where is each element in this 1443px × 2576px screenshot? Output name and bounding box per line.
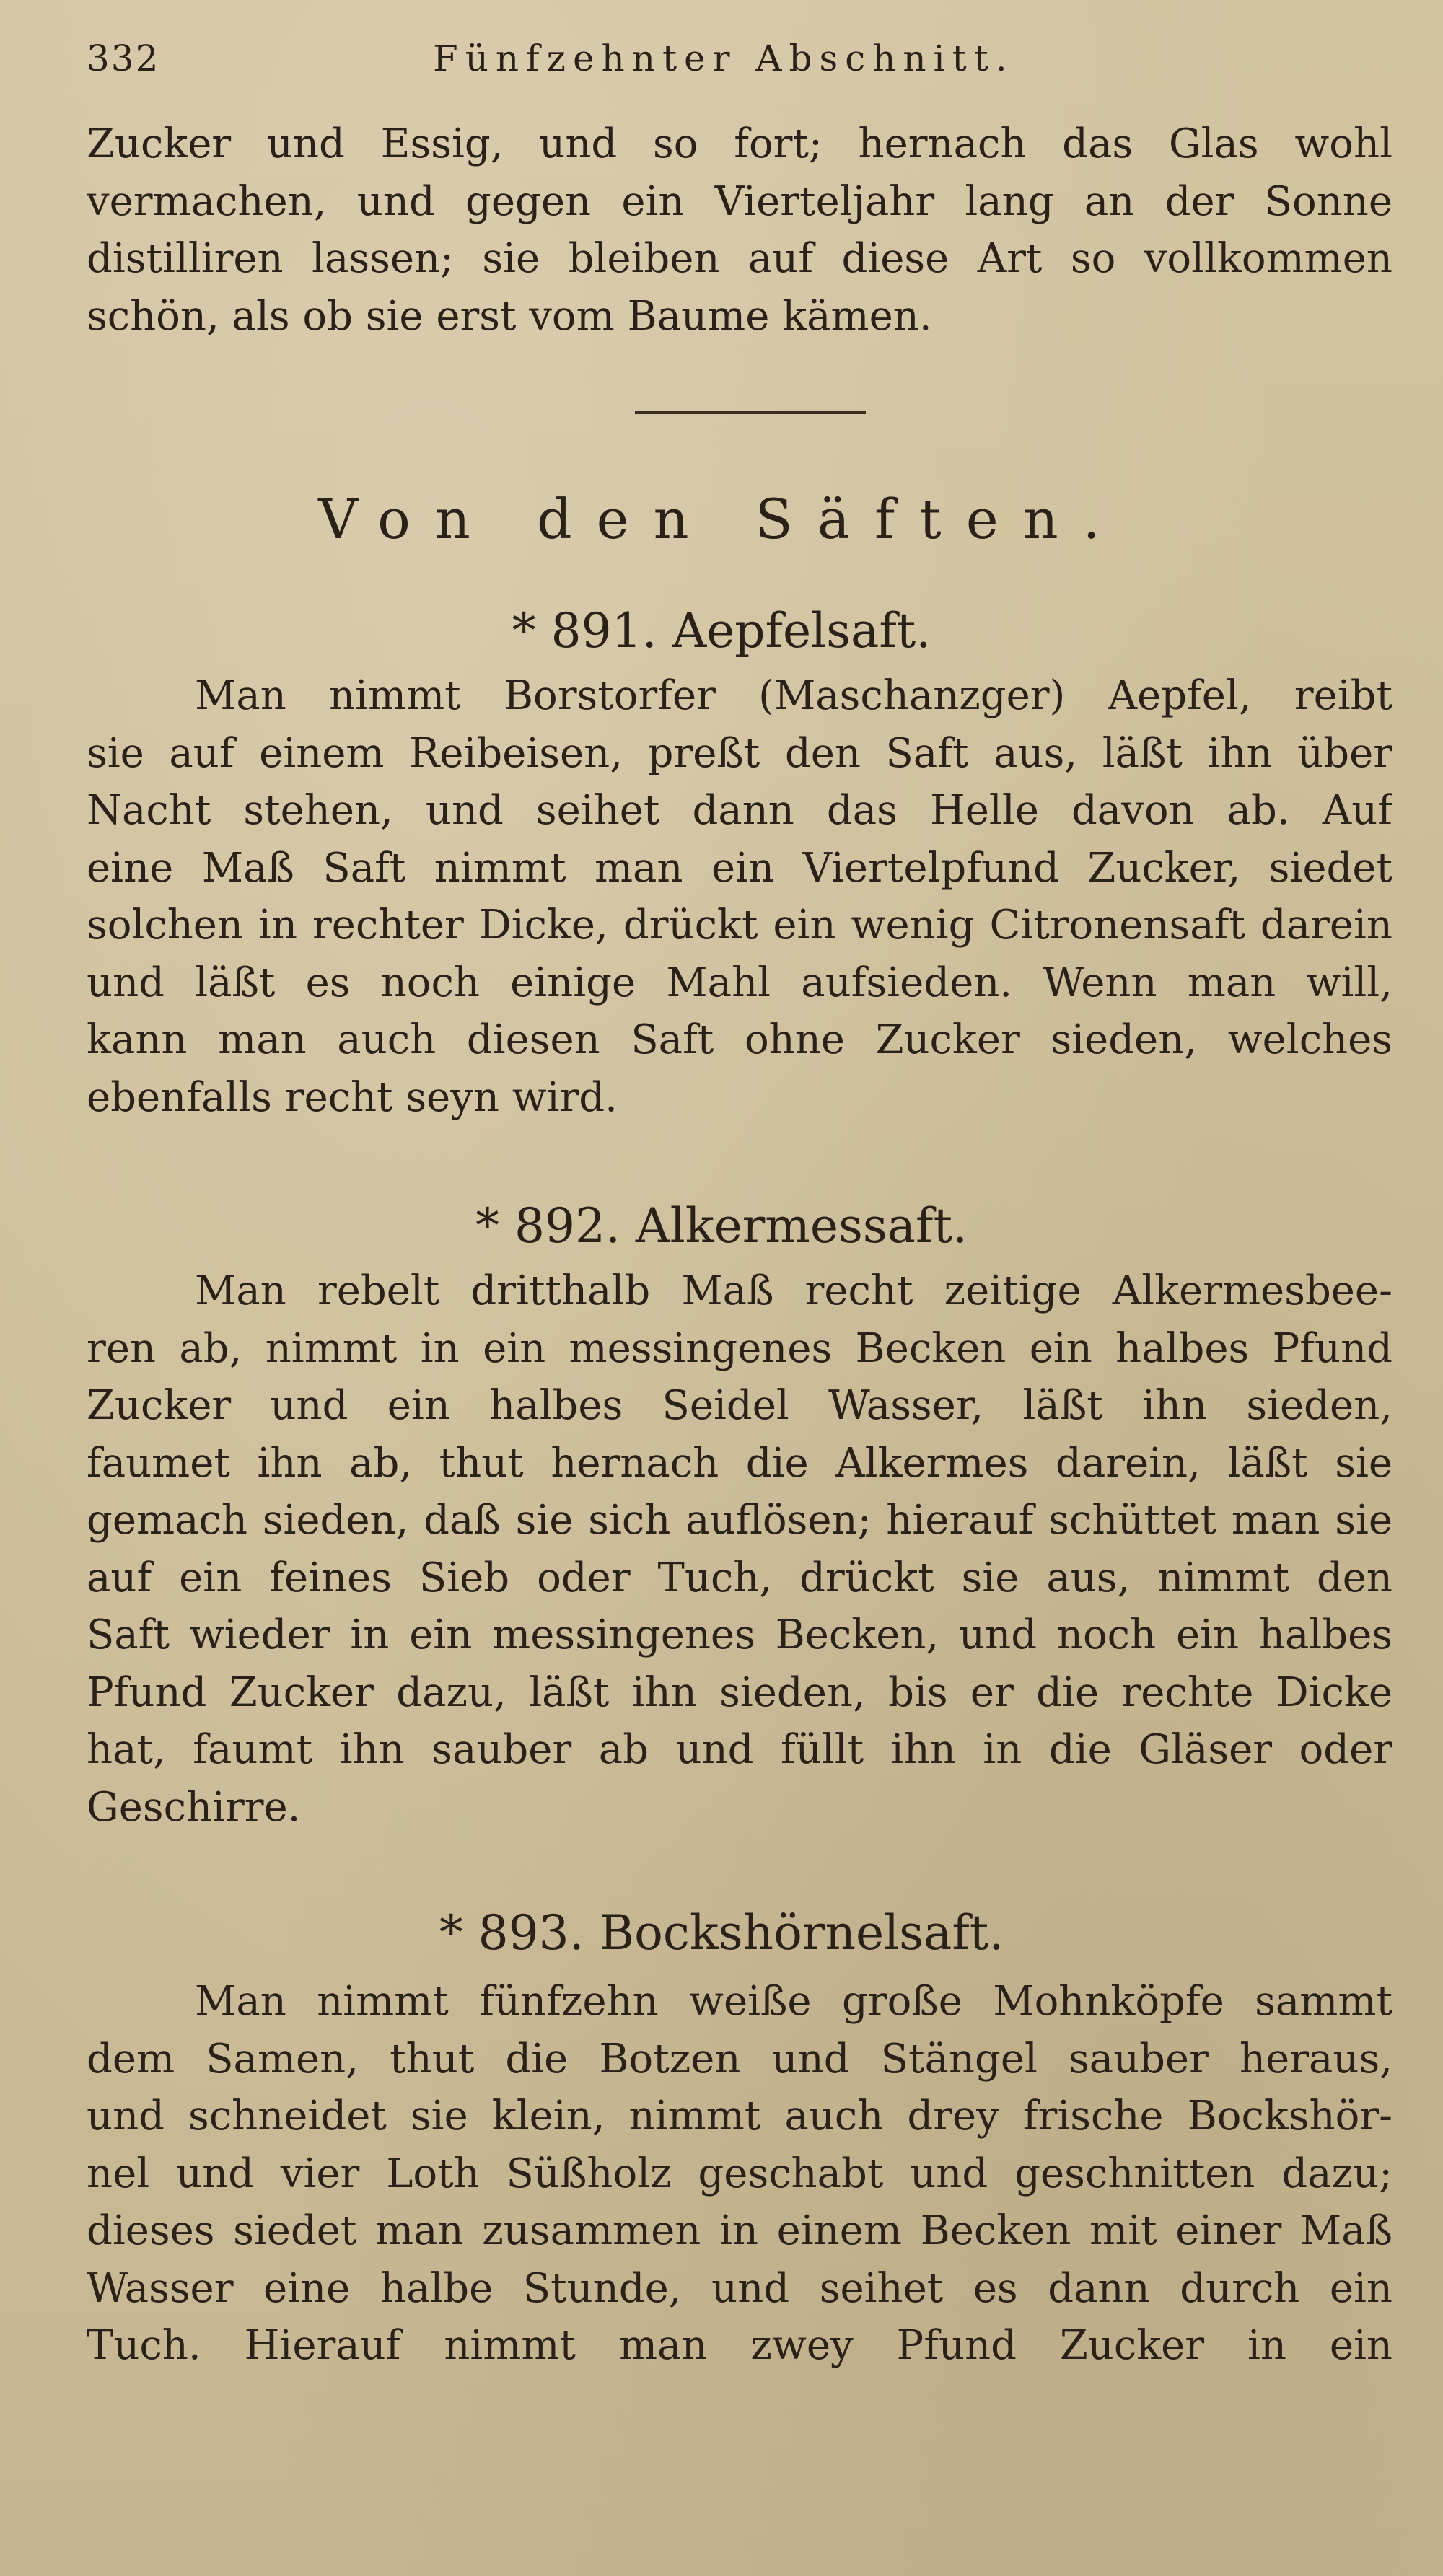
text-line: faumet ihn ab, thut hernach die Alkermes darein, läßt sie [87,1439,1392,1487]
text-line: dem Samen, thut die Botzen und Stängel sauber heraus, [87,2035,1392,2083]
intro-paragraph [87,115,1392,345]
section-title: Von den Säften. [318,487,1125,551]
recipe-body-891 [87,667,1392,1126]
text-line: Saft wieder in ein messingenes Becken, und noch ein halbes [87,1612,1392,1658]
recipe-heading-892: * 892. Alkermessaft. [475,1198,968,1254]
running-head: Fünfzehnter Abschnitt. [433,38,1014,79]
text-line: Pfund Zucker dazu, läßt ihn sieden, bis er die rechte Dicke [87,1669,1392,1716]
text-line: vermachen, und gegen ein Vierteljahr lang an der Sonne [87,177,1392,225]
page-number: 332 [87,38,160,79]
recipe-body-892 [87,1262,1392,1836]
text-line: und läßt es noch einige Mahl aufsieden. Wenn man will, [87,959,1392,1006]
text-line: ebenfalls recht seyn wird. [87,1073,618,1121]
recipe-heading-893: * 893. Bockshörnelsaft. [439,1905,1004,1961]
text-line: ren ab, nimmt in ein messingenes Becken ein halbes Pfund [87,1324,1392,1372]
page-header [87,38,1400,95]
text-line: gemach sieden, daß sie sich auflösen; hierauf schüttet man sie [87,1497,1392,1544]
text-line: Zucker und Essig, und so fort; hernach das Glas wohl [87,120,1392,167]
text-line: und schneidet sie klein, nimmt auch drey frische Bockshör- [87,2093,1392,2140]
text-line: hat, faumt ihn sauber ab und füllt ihn in die Gläser oder [87,1726,1392,1773]
recipe-heading-891: * 891. Aepfelsaft. [512,603,931,659]
text-line: Zucker und ein halbes Seidel Wasser, läßt ihn sieden, [87,1382,1392,1429]
text-line: sie auf einem Reibeisen, preßt den Saft aus, läßt ihn über [87,729,1392,777]
text-line: schön, als ob sie erst vom Baume kämen. [87,292,932,340]
text-line: Man nimmt Borstorfer (Maschanzger) Aepfel, reibt [195,672,1392,719]
text-line: Tuch. Hierauf nimmt man zwey Pfund Zucker in ein [87,2322,1392,2369]
text-line: kann man auch diesen Saft ohne Zucker sieden, welches [87,1016,1392,1063]
text-line: Man nimmt fünfzehn weiße große Mohnköpfe sammt [195,1978,1392,2025]
recipe-body-893 [87,1973,1392,2375]
text-line: Wasser eine halbe Stunde, und seihet es dann durch ein [87,2264,1392,2312]
section-divider [635,411,866,414]
text-line: dieses siedet man zusammen in einem Becken mit einer Maß [87,2207,1392,2254]
text-line: Man rebelt dritthalb Maß recht zeitige Alkermesbee- [195,1267,1392,1314]
text-line: Geschirre. [87,1783,301,1831]
text-line: auf ein feines Sieb oder Tuch, drückt sie aus, nimmt den [87,1554,1392,1601]
text-line: distilliren lassen; sie bleiben auf diese Art so vollkommen [87,235,1392,282]
text-line: eine Maß Saft nimmt man ein Viertelpfund Zucker, siedet [87,844,1392,892]
text-line: Nacht stehen, und seihet dann das Helle davon ab. Auf [87,787,1392,834]
text-line: solchen in rechter Dicke, drückt ein wenig Citronensaft darein [87,902,1392,949]
text-line: nel und vier Loth Süßholz geschabt und geschnitten dazu; [87,2150,1392,2197]
